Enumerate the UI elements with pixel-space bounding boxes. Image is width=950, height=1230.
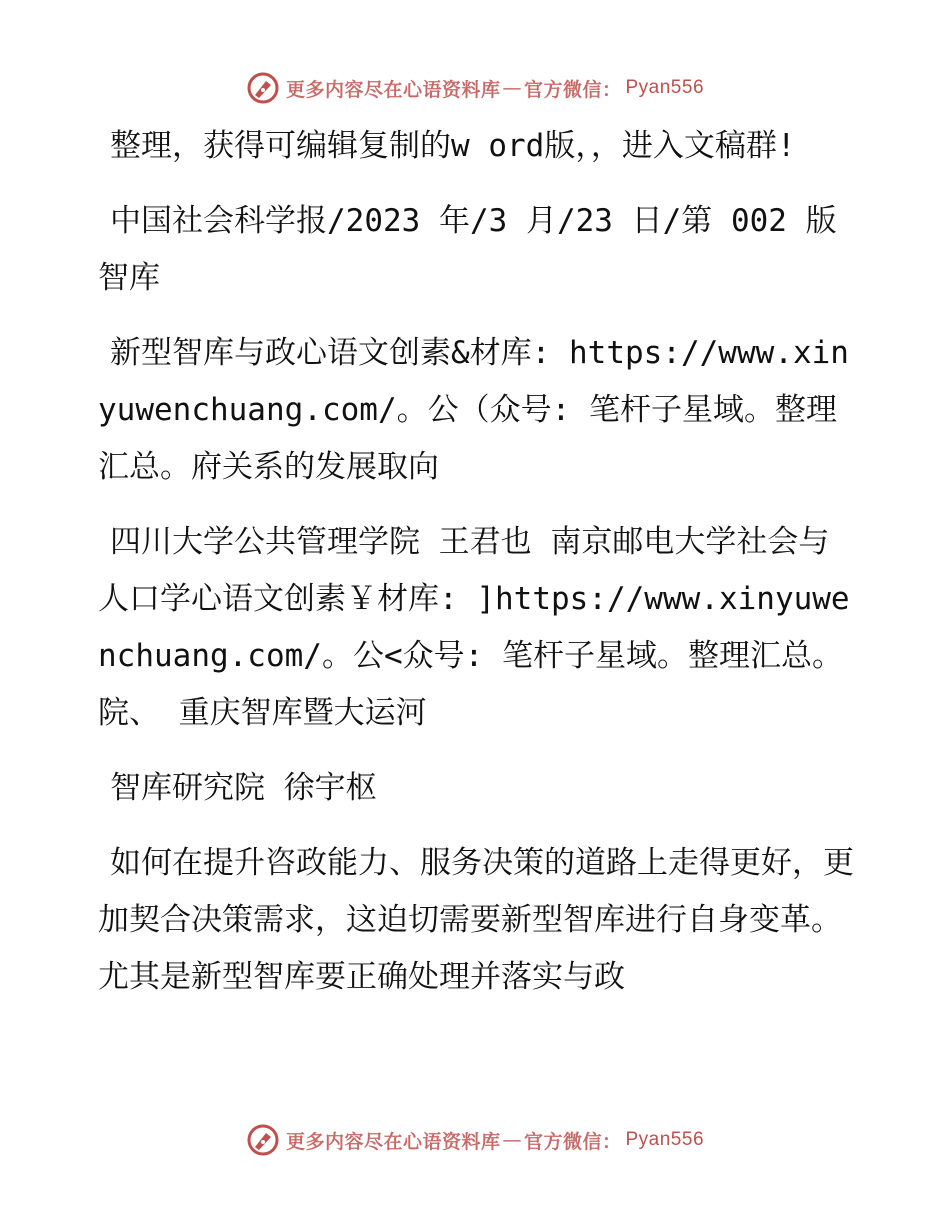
paragraph-source: 中国社会科学报/2023 年/3 月/23 日/第 002 版智库 [98,203,837,296]
paragraph-authors: 四川大学公共管理学院 王君也 南京邮电大学社会与人口学心语文创素￥材库: ]https://www.xinyuwenchuang.com/。公<众号: 笔杆子星域。整理汇总。院、 重庆智库暨大运河 [98,524,850,731]
watermark-wechat-id: Pyan556 [625,1129,705,1150]
watermark-text: 更多内容尽在心语资料库 [285,78,501,101]
watermark-footer [0,1120,950,1160]
paragraph-author-affiliation: 智库研究院 徐宇枢 [110,770,377,806]
pen-nib-logo-icon [246,1123,280,1157]
watermark-separator: — [502,77,522,99]
watermark-separator: — [502,1129,522,1151]
paragraph-title: 新型智库与政心语文创素&材库: https://www.xinyuwenchuang.com/。公（众号: 笔杆子星域。整理汇总。府关系的发展取向 [98,335,849,485]
paragraph-body: 如何在提升咨政能力、服务决策的道路上走得更好，更加契合决策需求，这迫切需要新型智库进行自身变革。尤其是新型智库要正确处理并落实与政 [98,845,854,995]
document-body [98,118,858,1024]
watermark-header [0,68,950,108]
watermark-wechat-id: Pyan556 [625,77,705,98]
watermark-suffix: 官方微信： [523,78,622,101]
pen-nib-logo-icon [246,71,280,105]
paragraph-intro: 整理，获得可编辑复制的w ord版，，进入文稿群! [110,128,796,164]
watermark-suffix: 官方微信： [523,1130,622,1153]
watermark-text: 更多内容尽在心语资料库 [285,1130,501,1153]
